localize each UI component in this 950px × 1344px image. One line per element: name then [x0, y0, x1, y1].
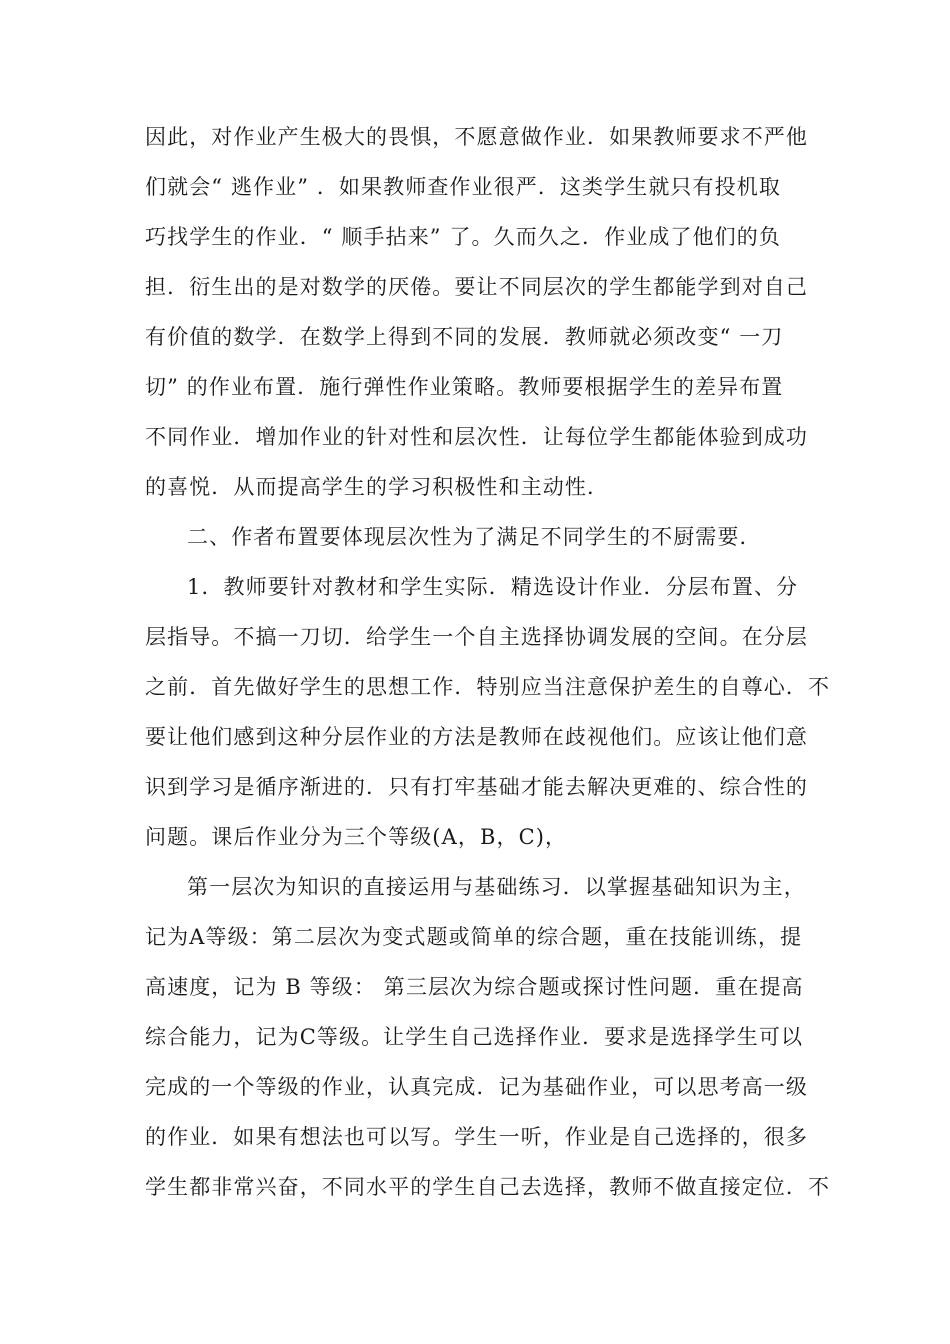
paragraph-line: 第一层次为知识的直接运用与基础练习．以掌握基础知识为主， [187, 875, 806, 899]
paragraph-line: 识到学习是循序渐进的．只有打牢基础才能去解决更难的、综合性的 [145, 775, 808, 799]
paragraph-line: 担．衍生出的是对数学的厌倦。要让不同层次的学生都能学到对自己 [145, 275, 808, 299]
paragraph-line: 有价值的数学．在数学上得到不同的发展．教师就必须改变“ 一刀 [145, 325, 784, 349]
paragraph-line: 的作业．如果有想法也可以写。学生一听，作业是自己选择的，很多 [145, 1125, 808, 1149]
paragraph-line: 高速度，记为 B 等级： 第三层次为综合题或探讨性问题．重在提高 [145, 975, 804, 999]
paragraph-line: 之前．首先做好学生的思想工作．特别应当注意保护差生的自尊心．不 [145, 675, 831, 699]
paragraph-line: 的喜悦．从而提高学生的学习积极性和主动性． [145, 475, 610, 499]
paragraph-line: 问题。课后作业分为三个等级(A，B，C)， [145, 825, 568, 849]
paragraph-line: 层指导。不搞一刀切．给学生一个自主选择协调发展的空间。在分层 [145, 625, 808, 649]
paragraph-line: 学生都非常兴奋，不同水平的学生自己去选择，教师不做直接定位．不 [145, 1175, 831, 1199]
paragraph-line: 要让他们感到这种分层作业的方法是教师在歧视他们。应该让他们意 [145, 725, 808, 749]
paragraph-line: 记为A等级：第二层次为变式题或简单的综合题，重在技能训练，提 [145, 925, 803, 949]
section-heading: 二、作者布置要体现层次性为了满足不同学生的不厨需要． [187, 525, 762, 549]
paragraph-line: 完成的一个等级的作业，认真完成．记为基础作业，可以思考高一级 [145, 1075, 808, 1099]
paragraph-line: 综合能力，记为C等级。让学生自己选择作业．要求是选择学生可以 [145, 1025, 804, 1049]
paragraph-line: 们就会“ 逃作业” ．如果教师查作业很严．这类学生就只有投机取 [145, 175, 781, 199]
paragraph-line: 切” 的作业布置．施行弹性作业策略。教师要根据学生的差异布置 [145, 375, 784, 399]
paragraph-line: 巧找学生的作业．“ 顺手拈来” 了。久而久之．作业成了他们的负 [145, 225, 781, 249]
paragraph-line: 因此，对作业产生极大的畏惧，不愿意做作业．如果教师要求不严他 [145, 125, 808, 149]
paragraph-line: 不同作业．增加作业的针对性和层次性．让每位学生都能体验到成功 [145, 425, 808, 449]
paragraph-line: 1．教师要针对教材和学生实际．精选设计作业．分层布置、分 [187, 575, 799, 599]
